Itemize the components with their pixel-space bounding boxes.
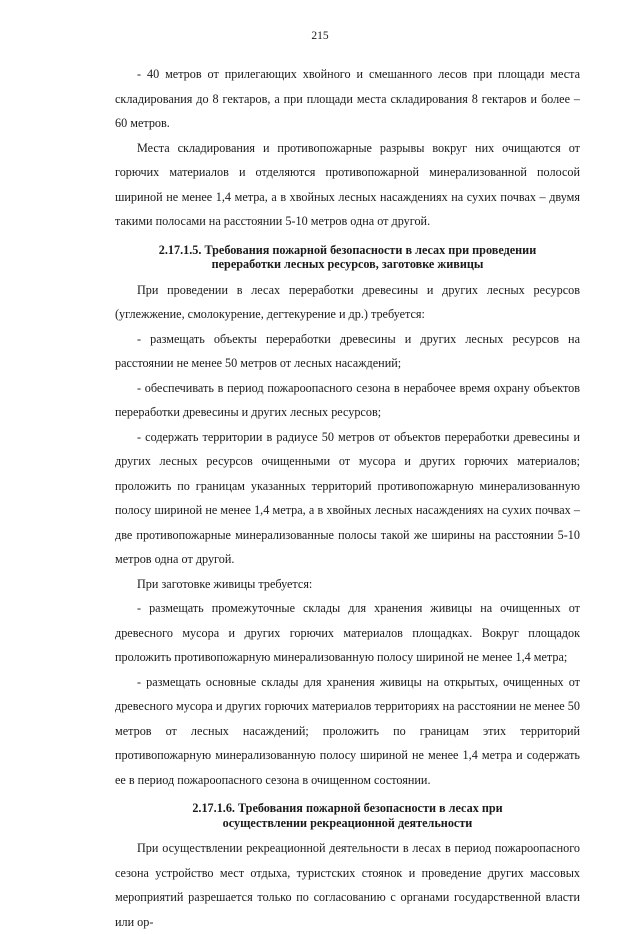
paragraph: - размещать промежуточные склады для хранения живицы на очищенных от древесного мусора и других горючих материалов площадках. Вокруг площадок проложить противопожарную минерализованную полосу шириной не менее 1,4 метра; (115, 601, 580, 664)
paragraph-storage-clearing: Места складирования и противопожарные разрывы вокруг них очищаются от горючих материалов и отделяются противопожарной минерализованной полосой шириной не менее 1,4 метра, а в хвойных лесных насаждениях на сухих почвах – двумя такими полосами на расстоянии 5-10 метров одна от другой. (115, 140, 580, 228)
paragraph-intro-distance: - 40 метров от прилегающих хвойного и смешанного лесов при площади места складирования до 8 гектаров, а при площади места складирования 8 гектаров и более – 60 метров. (115, 67, 580, 130)
paragraph: - обеспечивать в период пожароопасного сезона в нерабочее время охрану объектов переработки древесины и других лесных ресурсов; (115, 380, 580, 419)
section-heading-2-17-1-6 (115, 801, 580, 830)
section-heading-2-17-1-5 (115, 243, 580, 272)
paragraph: При заготовке живицы требуется: (137, 576, 313, 591)
document-body (115, 62, 580, 934)
paragraph: При осуществлении рекреационной деятельности в лесах в период пожароопасного сезона устройство мест отдыха, туристских стоянок и проведение других массовых мероприятий разрешается только по согласованию с органами государственной власти или ор- (115, 841, 580, 929)
section-heading-line-1: 2.17.1.5. Требования пожарной безопасности в лесах при проведении (158, 242, 537, 257)
paragraph: При проведении в лесах переработки древесины и других лесных ресурсов (углежжение, смолокурение, дегтекурение и др.) требуется: (115, 282, 580, 321)
paragraph: - размещать объекты переработки древесины и других лесных ресурсов на расстоянии не менее 50 метров от лесных насаждений; (115, 331, 580, 370)
paragraph: - содержать территории в радиусе 50 метров от объектов переработки древесины и других лесных ресурсов очищенными от мусора и других горючих материалов; проложить по границам указанных территорий противопожарную минерализованную полосу шириной не менее 1,4 метра, а в хвойных лесных насаждениях на сухих почвах – две противопожарные минерализованные полосы такой же ширины на расстоянии 5-10 метров одна от другой. (115, 429, 580, 566)
page-number: 215 (311, 30, 329, 42)
section-heading-line-2: осуществлении рекреационной деятельности (222, 815, 473, 830)
paragraph: - размещать основные склады для хранения живицы на открытых, очищенных от древесного мусора и других горючих материалов территориях на расстоянии не менее 50 метров от лесных насаждений; проложить по границам этих территорий противопожарную минерализованную полосу шириной не менее 1,4 метра и содержать ее в период пожароопасного сезона в очищенном состоянии. (115, 674, 580, 787)
section-heading-line-1: 2.17.1.6. Требования пожарной безопасности в лесах при (192, 801, 503, 815)
section-heading-line-2: переработки лесных ресурсов, заготовке живицы (211, 257, 484, 271)
